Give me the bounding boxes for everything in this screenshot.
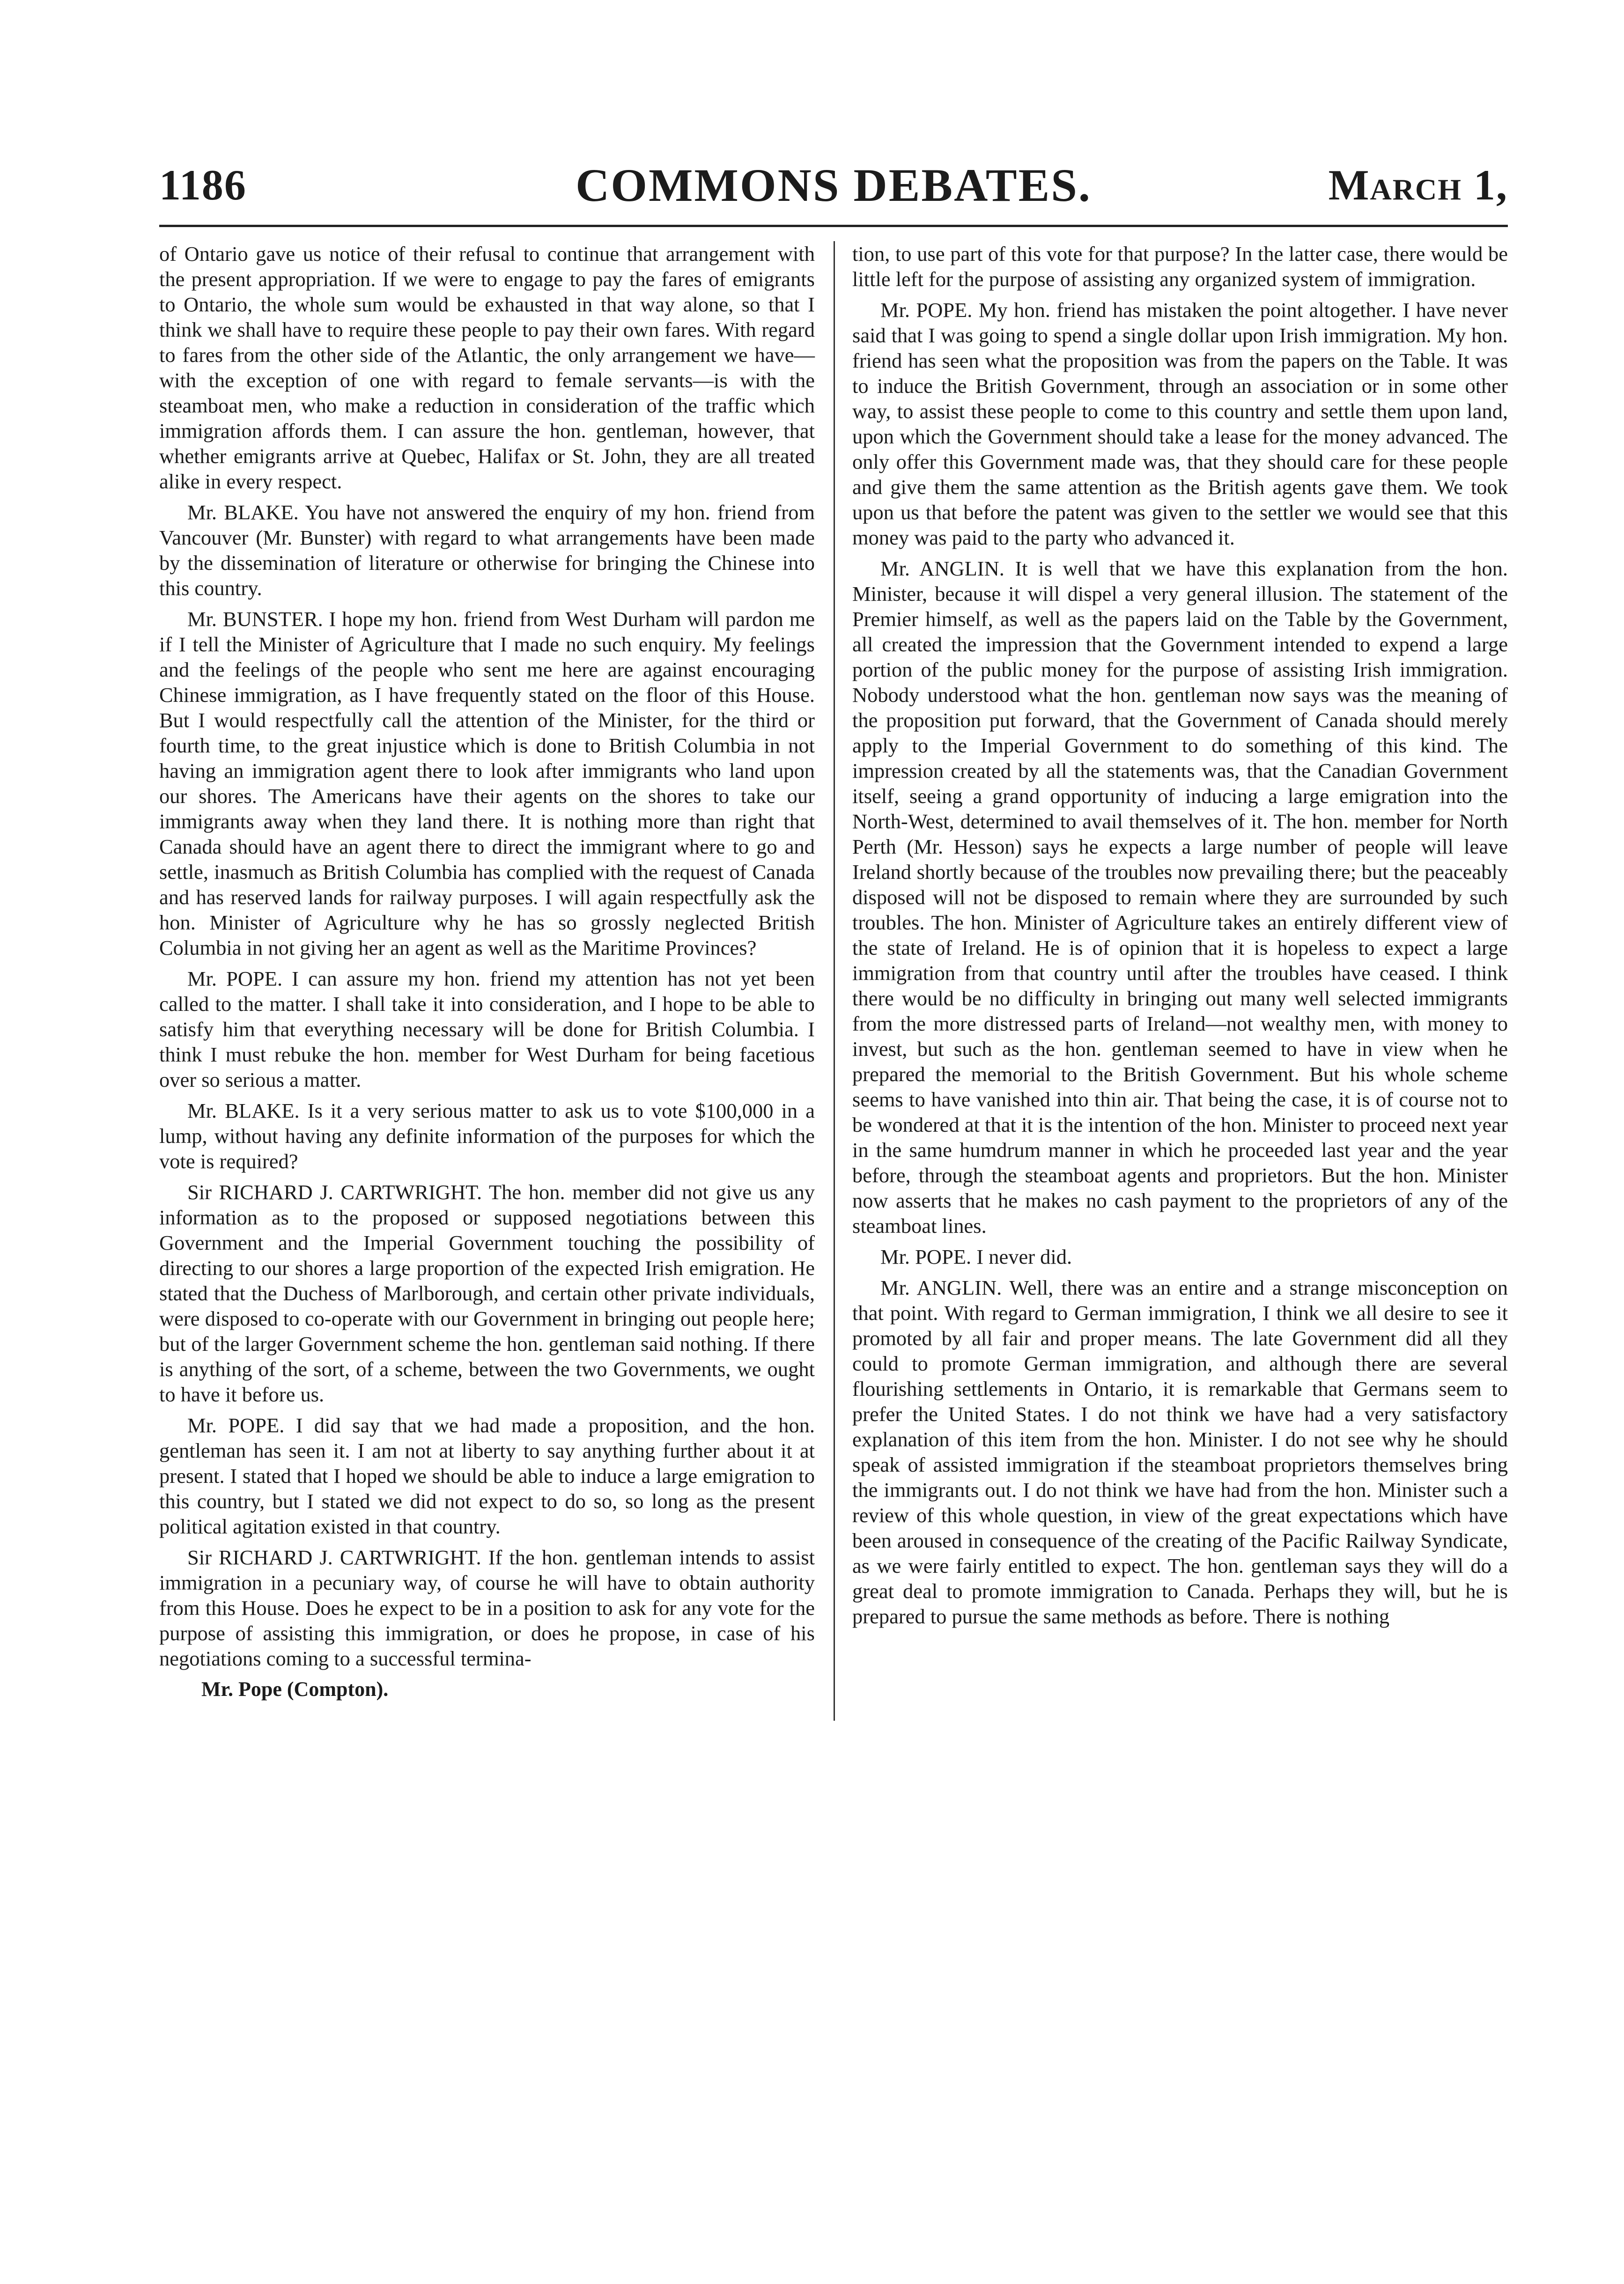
paragraph: Mr. POPE. My hon. friend has mistaken the point altogether. I have never said that I was going to spend a single dollar upon Irish immigration. My hon. friend has seen what the proposition was from the papers on the Table. It was to induce the British Government, through an association or in some other way, to assist these people to come to this country and settle them upon land, upon which the Government should take a lease for the money advanced. The only offer this Government made was, that they should care for these people and give them the same attention as the British agents gave them. We took upon us that before the patent was given to the settler we would see that this money was paid to the party who advanced it. bbox=[852, 298, 1508, 549]
paragraph: Mr. ANGLIN. Well, there was an entire and a strange misconception on that point. With regard to German immigration, I think we all desire to see it promoted by all fair and proper means. The late Government did all they could to promote German immigration, and although there are several flourishing settlements in Ontario, it is remarkable that Germans seem to prefer the United States. I do not think we have had a very satisfactory explanation of this item from the hon. Minister. I do not see why he should speak of assisted immigration if the steamboat proprietors themselves bring the immigrants out. I do not think we have had from the hon. Minister such a review of this whole question, in view of the great expectations which have been aroused in consequence of the creating of the Pacific Railway Syndicate, as we were fairly entitled to expect. The hon. gentleman says they will do a great deal to promote immigration to Canada. Perhaps they will, but he is prepared to pursue the same methods as before. There is nothing bbox=[852, 1276, 1508, 1628]
paragraph: Mr. POPE. I can assure my hon. friend my attention has not yet been called to the matter. I shall take it into consideration, and I hope to be able to satisfy him that everything necessary will be done for British Columbia. I think I must rebuke the hon. member for West Durham for being facetious over so serious a matter. bbox=[159, 967, 815, 1091]
text-columns bbox=[159, 241, 1508, 2276]
page bbox=[159, 140, 1508, 2276]
paragraph: Mr. BUNSTER. I hope my hon. friend from West Durham will pardon me if I tell the Minister of Agriculture that I made no such enquiry. My feelings and the feelings of the people who sent me here are against encouraging Chinese immigration, as I have frequently stated on the floor of this House. But I would respectfully call the attention of the Minister, for the third or fourth time, to the great injustice which is done to British Columbia in not having an immigration agent there to look after immigrants who land upon our shores. The Americans have their agents on the shores to take our immigrants away when they land there. It is nothing more than right that Canada should have an agent there to direct the immigrant where to go and settle, inasmuch as British Columbia has complied with the request of Canada and has reserved lands for railway purposes. I will again respectfully ask the hon. Minister of Agriculture why he has so grossly neglected British Columbia in not giving her an agent as well as the Maritime Provinces? bbox=[159, 607, 815, 959]
page-header bbox=[159, 140, 1508, 227]
paragraph: Sir RICHARD J. CARTWRIGHT. The hon. member did not give us any information as to the proposed or supposed negotiations between this Government and the Imperial Government touching the possibility of directing to our shores a large proportion of the expected Irish emigration. He stated that the Duchess of Marlborough, and certain other private individuals, were disposed to co-operate with our Government in bringing out people here; but of the larger Government scheme the hon. gentleman said nothing. If there is anything of the sort, of a scheme, between the two Governments, we ought to have it before us. bbox=[159, 1180, 815, 1406]
paragraph: Mr. POPE. I did say that we had made a proposition, and the hon. gentleman has seen it. I am not at liberty to say anything further about it at present. I stated that I hoped we should be able to induce a large emigration to this country, but I stated we did not expect to do so, so long as the present political agitation existed in that country. bbox=[159, 1414, 815, 1538]
running-title: COMMONS DEBATES. bbox=[576, 159, 1092, 211]
left-column bbox=[159, 241, 815, 1702]
paragraph: Mr. BLAKE. You have not answered the enquiry of my hon. friend from Vancouver (Mr. Bunster) with regard to what arrangements have been made by the dissemination of literature or otherwise for bringing the Chinese into this country. bbox=[159, 501, 815, 600]
page-footer: Mr. Pope (Compton). bbox=[201, 1678, 389, 1701]
paragraph: Mr. BLAKE. Is it a very serious matter to ask us to vote $100,000 in a lump, without having any definite information of the purposes for which the vote is required? bbox=[159, 1099, 815, 1173]
paragraph: Mr. POPE. I never did. bbox=[880, 1245, 1072, 1268]
paragraph: Sir RICHARD J. CARTWRIGHT. If the hon. gentleman intends to assist immigration in a pecuniary way, of course he will have to obtain authority from this House. Does he expect to be in a position to ask for any vote for the purpose of assisting this immigration, or does he propose, in case of his negotiations coming to a successful termina- bbox=[159, 1546, 815, 1670]
paragraph: tion, to use part of this vote for that purpose? In the latter case, there would be little left for the purpose of assisting any organized system of immigration. bbox=[852, 242, 1508, 291]
paragraph: of Ontario gave us notice of their refusal to continue that arrangement with the present appropriation. If we were to engage to pay the fares of emigrants to Ontario, the whole sum would be exhausted in that way alone, so that I think we shall have to require these people to pay their own fares. With regard to fares from the other side of the Atlantic, the only arrangement we have—with the exception of one with regard to female servants—is with the steamboat men, who make a reduction in consideration of the traffic which immigration affords them. I can assure the hon. gentleman, however, that whether emigrants arrive at Quebec, Halifax or St. John, they are all treated alike in every respect. bbox=[159, 242, 815, 493]
right-column bbox=[852, 241, 1508, 1635]
column-divider bbox=[834, 241, 835, 1721]
page-number: 1186 bbox=[159, 161, 247, 209]
header-date: March 1, bbox=[1328, 161, 1508, 209]
paragraph: Mr. ANGLIN. It is well that we have this explanation from the hon. Minister, because it will dispel a very general illusion. The statement of the Premier himself, as well as the papers laid on the Table by the Government, all created the impression that the Government intended to expend a large portion of the public money for the purpose of assisting Irish immigration. Nobody understood what the hon. gentleman now says was the meaning of the proposition put forward, that the Government of Canada should merely apply to the Imperial Government to do something of this kind. The impression created by all the statements was, that the Canadian Government itself, seeing a grand opportunity of inducing a large emigration into the North-West, determined to avail themselves of it. The hon. member for North Perth (Mr. Hesson) says he expects a large number of people will leave Ireland shortly because of the troubles now prevailing there; but the peaceably disposed will not be disposed to remain where they are surrounded by such troubles. The hon. Minister of Agriculture takes an entirely different view of the state of Ireland. He is of opinion that it is hopeless to expect a large immigration from that country until after the troubles have ceased. I think there would be no difficulty in bringing out many well selected immigrants from the more distressed parts of Ireland—not wealthy men, with money to invest, but such as the hon. gentleman seemed to have in view when he prepared the memorial to the British Government. But his whole scheme seems to have vanished into thin air. That being the case, it is of course not to be wondered at that it is the intention of the hon. Minister to proceed next year in the same humdrum manner in which he proceeded last year and the year before, through the steamboat agents and proprietors. But the hon. Minister now asserts that he makes no cash payment to the proprietors of any of the steamboat lines. bbox=[852, 557, 1508, 1238]
